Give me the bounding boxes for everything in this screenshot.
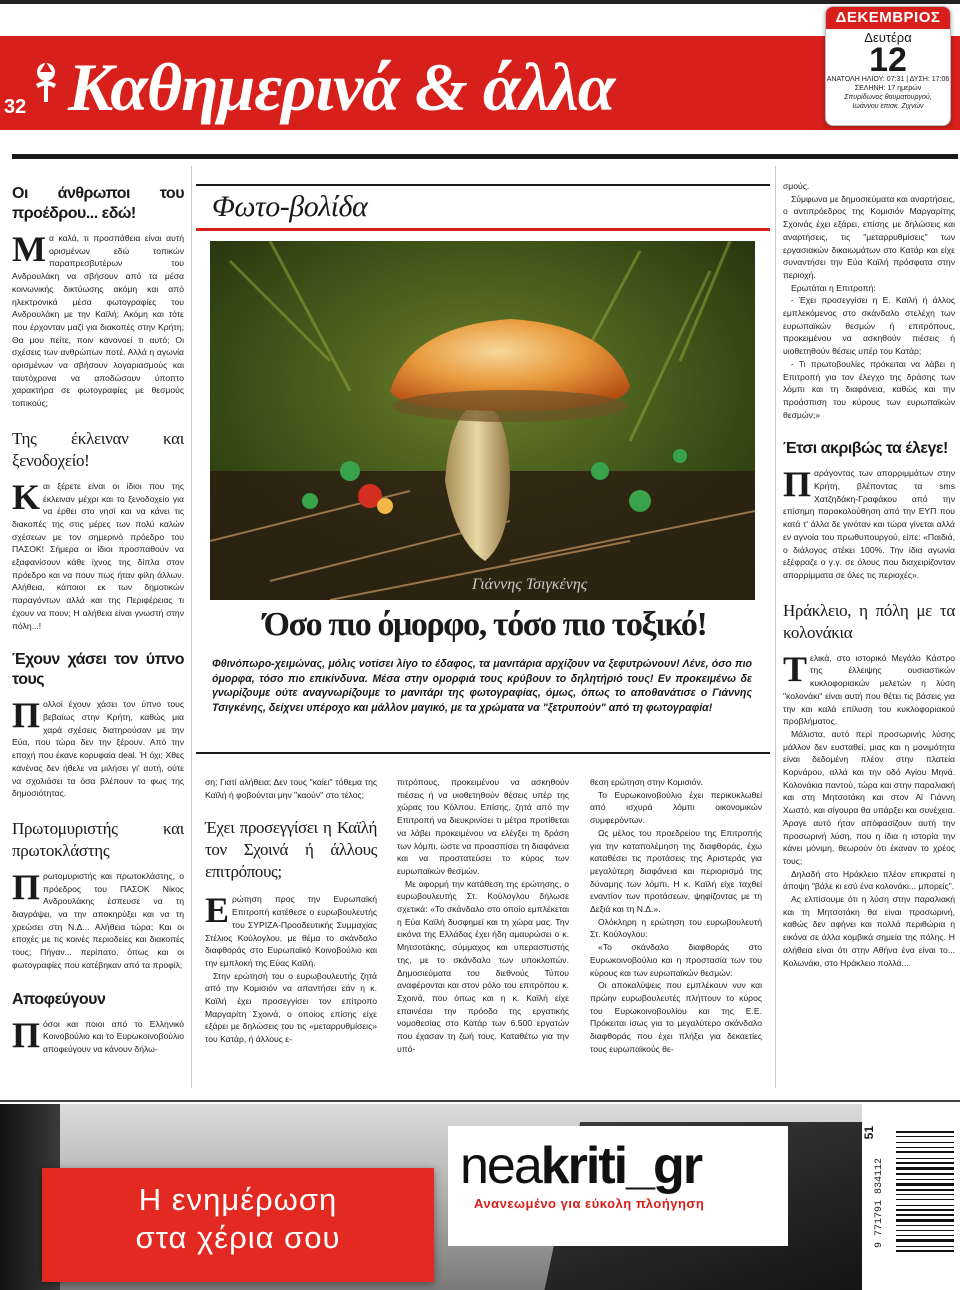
barcode-issue: 51 [862,1126,876,1140]
feature-section-label [196,184,770,228]
page-number: 32 [4,96,27,118]
barcode-bar [896,1173,954,1175]
barcode-bar [896,1209,954,1211]
barcode-bar [896,1158,954,1159]
barcode-bar [896,1246,954,1247]
left-text-1: α καλά, τι προσπάθεια είναι αυτή ορισμένων εδώ τοπικών παραπρεσβυτέρων του Ανδρουλάκη να σβήσουν από τα μέσα κοινωνικής δικτύωσης ακόμη και από ηλεκτρονικά μέσα φωτογραφίες του Ανδρουλάκη με την Καϊλή; Ακόμη και τότε που έρχονταν μαζί για διακοπές στην Κρήτη; Θα μου πείτε, ποιν κανονοεί τι αυτό; Οι σχέσεις των ανθρώπων ποτέ. Αλλά η αγωνία ορισμένων να σβήσουν λογαριασμούς και ταυτόχρονα να αποδώσουν ύποπτο χαρακτήρα σε φωτογραφίες με θεσμούς τοπικούς; [12,233,184,409]
brand-light: nea [460,1137,541,1195]
center-column-1 [205,776,377,1046]
dropcap: Κ [12,476,41,517]
right-block2-text: ελικά, στο ιστορικό Μεγάλο Κάστρο της έλλειψης ουσιαστικών κυκλοφοριακών μελετών η λύση "κολονάκι" είναι αυτή που θέτει τις βάσεις για την και καλά επίλυση του κυκλοφοριακού προβλήματος. [783,652,955,727]
left-block-4 [12,814,184,972]
barcode-bar [896,1147,954,1148]
barcode-bar [896,1205,954,1206]
date-month: ΔΕΚΕΜΒΡΙΟΣ [826,7,950,29]
right-block2-text-4: Ας ελπίσουμε ότι η λύση στην παραλιακή και τη Μητσοτάκη θα είναι προσωρινή, καθώς δεν αφήνει και πολλά περιθώρια η εικόνα σε άλλα κομβικά σημεία της πόλης. Η αλήθεια είναι ότι στην Αθήνα ένα είναι το... Κολωνάκι, στο Ηράκλειο πολλά... [783,894,955,968]
barcode-digits: 9 771791 834112 [874,1158,885,1249]
center-c3-text-5: «Το σκάνδαλο διαφθοράς στο Ευρωκοινοβούλιο και η προστασία των του κύρους και των ευρωπαϊκών θεσμών: [590,942,762,978]
dropcap: Π [12,1014,41,1055]
dropcap: Π [12,866,41,907]
neakriti-advertisement[interactable] [0,1104,862,1290]
right-block2-text-2: Μάλιστα, αυτό περί προσωρινής λύσης μάλλον δεν ευσταθεί, μιας και η μονιμότητα είναι δεδομένη πλέον στην πλατεία Κορνάρου, αλλά και την οδό Αγίου Μηνά. Κολονάκια παντού, τώρα και στην παραλιακή και στη Μητσοτάκη και στον Αϊ Γιάννη Χωστό, και σίγουρα θα υπάρξει και συνέχεια. Άραγε αυτό ήταν απόφασίζουν αυτή την προσωρινή λύση, που η ίδια η ιστορία την κάνει μόνιμη, θεωρούν ότι έκαναν το χρέος τους; [783,728,955,866]
barcode-bar [896,1179,954,1180]
right-heading-2: Ηράκλειο, η πόλη με τα κολονάκια [783,600,955,642]
barcode-bar [896,1142,954,1143]
barcode-bar [896,1151,954,1153]
barcode-bar [896,1167,954,1170]
right-p1: Σύμφωνα με δημοσιεύματα και αναρτήσεις, ο αντιπρόεδρος της Κομισιόν Μαργαρίτης Σχοινάς έχει εξάρει, επίσης με δηλώσεις και αναρτήσεις, τις "μεταρρυθμίσεις" των εργασιακών δικαιωμάτων στο Κατάρ και είχε συναντήσει την Εύα Καϊλή πρόσφατα στην περιοχή. [783,193,955,280]
right-p2: Ερωτάται η Επιτροπή: [791,282,876,293]
left-block-3 [12,646,184,800]
left-text-3: ολλοί έχουν χάσει τον ύπνο τους βεβαίως στην Κρήτη, καθώς μια χαρά σχέσεις διατηρούσαν με την Εύα, που τώρα δεν την ξέρουν. Από την εποχή που έκανε κορυφαία deal. Ή όχι; Χθες κανένας δεν ήθελε να μιλήσει γι' αυτή, ούτε να σχολιάσει τα όσα βλέπουν το φως της δημοσιότητας. [12,699,184,799]
barcode-bar [896,1239,954,1242]
section-title: Καθημερινά & άλλα [68,49,615,125]
column-divider [191,166,192,1088]
left-heading-1: Οι άνθρωποι του προέδρου... εδώ! [12,185,184,222]
center-c1-text-2: Στην ερώτησή του ο ευρωβουλευτής ζητά από την Κομισιόν να απαντήσει εάν η κ. Καϊλή έχει προσεγγίσει τον επίτροπο Μαργαρίτη Σχοινά, ο οποίος επίσης είχε εξάρει με δηλώσεις του τις «μεταρρυθμίσεις» του Κατάρ, ή άλλους ε- [205,970,377,1045]
center-column-3 [590,776,762,1055]
center-c3-text-4: Ολόκληρη η ερώτηση του ευρωβουλευτή Στ. Κούλογλου: [590,916,762,940]
right-p4: - Τι πρωτοβουλίες πρόκειται να λάβει η Επιτροπή για τον έλεγχο της δράσης των λόμπι και τη διαφάνεια, καθώς και την προάσπιση του κύρους των ευρωπαϊκών θεσμών;» [783,358,955,420]
left-text-4: ρωτομυριστής και πρωτοκλάστης, ο πρόεδρος του ΠΑΣΟΚ Νίκος Ανδρουλάκης έσπευσε να τη διαγράψει, να την αποκηρύξει και να τη χρεώσει στη Ν.Δ... Αλήθεια τώρα; Και οι εποχές με τις κοινές περιοδείες και διακοπές τους; Πήγαν... περίπατο, όπως και οι φωτογραφίες που κατέβηκαν από τα προφίλ; [12,870,184,970]
date-saints-1: Σπυρίδωνος θαυματουργού, [844,94,932,101]
barcode-bar [896,1136,954,1137]
date-sunrise-sunset: ΑΝΑΤΟΛΗ ΗΛΙΟΥ: 07:31 | ΔΥΣΗ: 17:06 [826,76,950,83]
header-rule [12,154,958,159]
center-column-2 [397,776,569,1055]
left-block-1 [12,180,184,410]
left-text-2: αι ξέρετε είναι οι ίδιοι που της έκλειναν μέχρι και το ξενοδοχείο για να έρθει στο νησί και να κάνει τις διακοπές της στις μέρες των πολύ καλών σχέσεων με τον σημερινό πρόεδρο του ΠΑΣΟΚ! Σήμερα οι ίδιοι προσπαθούν να εξαφανίσουν κάθε ίχνος της δίπλα στον πρόεδρο και να πουν πως ήταν φίλη άλλων. Αλήθεια, κάποιοι εκ των δημοτικών παραγόντων αλλά και της Περιφέρειας τι έχουν να πουν; Η αλήθεια είναι γνωστή στην πόλη...! [12,480,184,631]
left-heading-4: Πρωτομυριστής και πρωτοκλάστης [12,818,184,860]
left-heading-2: Της έκλειναν και ξενοδοχείο! [12,428,184,470]
center-c3-text: θεση ερώτηση στην Κομισιόν. [590,777,704,787]
ad-red-panel [42,1168,434,1282]
center-c3-text-2: Το Ευρωκοινοβούλιο έχει περικυκλωθεί από ισχυρά λόμπι οικονομικών συμφερόντων. [590,789,762,826]
barcode-bar [896,1162,954,1164]
barcode-bar [896,1219,954,1222]
left-text-5: όσοι και ποιοι από το Ελληνικό Κοινοβούλιο και το Ευρωκοινοβούλιο αποφεύγουν να κάνουν δήλω- [43,1018,184,1054]
photo-credit: Γιάννης Τσιγκένης [472,576,588,593]
date-box [825,6,951,126]
ad-brand-logo [460,1136,701,1196]
dropcap: Τ [783,648,808,689]
lede-rule [196,752,770,754]
center-c3-text-3: Ως μέλος του προεδρείου της Επιτροπής για την καταπολέμηση της διαφθοράς, έχω καταθέσει τις προτάσεις της Αριστεράς για μεγαλύτερη διαφάνεια και περιορισμό της δύναμης των λόμπι. Η κ. Καϊλή είχε ταχθεί εναντίον των προτάσεων, ψηφίζοντας με τη Δεξιά και τη Ν.Δ.». [590,827,762,915]
left-heading-3: Έχουν χάσει τον ύπνο τους [12,651,184,689]
center-c2-text: πιτρόπους, προκειμένου να ασκηθούν πιέσεις ή να υιοθετηθούν θέσεις υπέρ της χώρας του Κόλπου. Επίσης, ζητά από την Επιτροπή να διευκρινίσει τι μέτρα προτίθεται να λάβει προκειμένου να ελέγξει τη δράση των λόμπι, ώστε να προασπίσει τη διαφάνεια και να προστατεύσει το κύρος των ευρωπαϊκών θεσμών. [397,777,569,876]
column-divider [775,166,776,1088]
barcode-bar [896,1235,954,1236]
right-block-1 [783,435,955,581]
newspaper-logo-icon [30,58,62,106]
dropcap: Μ [12,229,46,269]
left-block-5 [12,986,184,1056]
right-column [783,180,955,983]
barcode-bar [896,1230,954,1231]
ad-line-1: Η ενημέρωση [138,1182,338,1217]
barcode-bar [896,1189,954,1191]
date-saints-2: Ιωάννου επισκ. Ζιχνών [852,103,924,110]
center-c3-text-6: Οι αποκαλύψεις που εμπλέκουν νυν και πρώην ευρωβουλευτές πλήττουν το κύρος του Ευρωκοινοβουλίου και της Ε.Ε. Πρόκειται ίσως για το μεγαλύτερο σκάνδαλο διαφθοράς που έχει πλήξει για δεκαετίες τους ευρωπαϊκούς θε- [590,980,762,1054]
ad-rule [0,1100,960,1102]
dropcap: Ε [205,890,230,931]
feature-headline: Όσο πιο όμορφο, τόσο πιο τοξικό! [263,606,707,643]
right-p3: - Έχει προσεγγίσει η Ε. Καϊλή ή άλλος εμπλεκόμενος στο σκάνδαλο στελέχη των ευρωπαϊκών θεσμών ή επιτρόπους, προκειμένου να ασκηθούν πιέσεις ή υιοθετηθούν θέσεις υπέρ του Κατάρ; [783,295,955,357]
left-column [12,180,184,1070]
center-c1-intro: ση; Γιατί αλήθεια; Δεν τους "καίει" τόθεμα της Καϊλή ή φοβούνται μην "καούν" στο τέλος; [205,777,377,800]
barcode-bar [896,1194,954,1195]
barcode-bar [896,1199,954,1200]
barcode-bar [896,1250,954,1252]
date-weekday: Δευτέρα [864,30,912,45]
feature-red-rule [196,228,770,231]
right-block-2 [783,596,955,970]
right-intro: σμούς. [783,181,810,191]
left-block-2 [12,424,184,632]
feature-label-text: Φωτο-βολίδα [212,190,368,223]
center-c1-text: ρώτηση προς την Ευρωπαϊκή Επιτροπή κατέθεσε ο ευρωβουλευτής του ΣΥΡΙΖΑ-Προοδευτικής Συμμαχίας Στέλιος Κούλογλου, με θέμα το σκάνδαλο διαφθοράς στο Ευρωπαϊκό Κοινοβούλιο και την εμπλοκή της Εύας Καϊλή. [205,894,377,968]
date-moon: ΣΕΛΗΝΗ: 17 ημερών [854,85,922,92]
center-c2-text-2: Με αφορμή την κατάθεση της ερώτησης, ο ευρωβουλευτής Στ. Κούλογλου δήλωσε σχετικά: «Το σκάνδαλο στο οποίο εμπλέκεται η Εύα Καϊλή δυσφημεί και τη χώρα μας. Την εικόνα της Ελλάδας έχει ήδη αμαυρώσει ο κ. Μητσοτάκης, σύμμαχος και υπερασπιστής της, με το σκάνδαλο των υποκλοπών. Δημοσιεύματα του διεθνούς Τύπου αναφέρονται και στον ρόλο του επιτρόπου κ. Σχοινά, που όπως και η κ. Καϊλή είχε επαινέσει την πρόοδο της εργατικής νομοθεσίας στο Κατάρ των 6.500 εργατών που έχασαν τη ζωή τους. Καταθέτω για την υπό- [397,878,569,1054]
right-block1-text: αράγοντας των απορριμμάτων στην Κρήτη, βλέποντας τα sms Χατζηδάκη-Γραφάκου από την επίσημη παρακολούθηση από την ΕΥΠ που κατά τ' άλλα δε γινόταν και τώρα γίνεται αλλά εν αγνοία του πρωθυπουργού, είπε: «Παιδιά, ο διάλογος στέκει 100%. Την ίδια αγωνία εξέφραζε ο γ.γ. σε όλους που διαχειρίζονταν απορρίμματα σε όλες τις περιοχές». [783,468,955,580]
mushroom-photo [210,241,755,600]
barcode-bar [896,1225,954,1226]
top-rule [0,0,960,4]
right-heading-1: Έτσι ακριβώς τα έλεγε! [783,440,948,458]
brand-bold: kriti_gr [540,1137,702,1195]
ad-line-2: στα χέρια σου [135,1220,341,1255]
left-heading-5: Αποφεύγουν [12,990,106,1008]
barcode-bar [896,1183,954,1186]
ad-tagline: Ανανεωμένο για εύκολη πλοήγηση [474,1196,705,1211]
barcode-bar [896,1214,954,1216]
barcode-bar [896,1131,954,1133]
center-heading: Έχει προσεγγίσει η Καϊλή τον Σχοινά ή άλλους επιτρόπους; [205,818,377,882]
dropcap: Π [12,695,41,736]
right-block2-text-3: Δηλαδή στο Ηράκλειο πλέον επικρατεί η άποψη "βάλε κι εσύ ένα κολονάκι... μπορείς". [783,868,955,892]
feature-lede: Φθινόπωρο-χειμώνας, μόλις νοτίσει λίγο το έδαφος, τα μανιτάρια αρχίζουν να ξεφυτρώνουν! Λένε, όσο πιο όμορφα, τόσο πιο επικίνδυνα. Μέσα στην ομορφιά τους κρύβουν το δηλητήριό τους! Εν προκειμένω δε γνωρίζουμε ούτε αναγνωρίζουμε το μανιτάρι της φωτογραφίας, όμως, όπως το αποθανάτισε ο Γιάννης Τσιγκένης, δείχνει υπέροχο και μάλλον μαγικό, με τα χρώματα να "ξετρυπούν" από τη φωτογραφία! [212,658,752,714]
dropcap: Π [783,464,812,505]
date-day-number: 12 [869,41,907,79]
